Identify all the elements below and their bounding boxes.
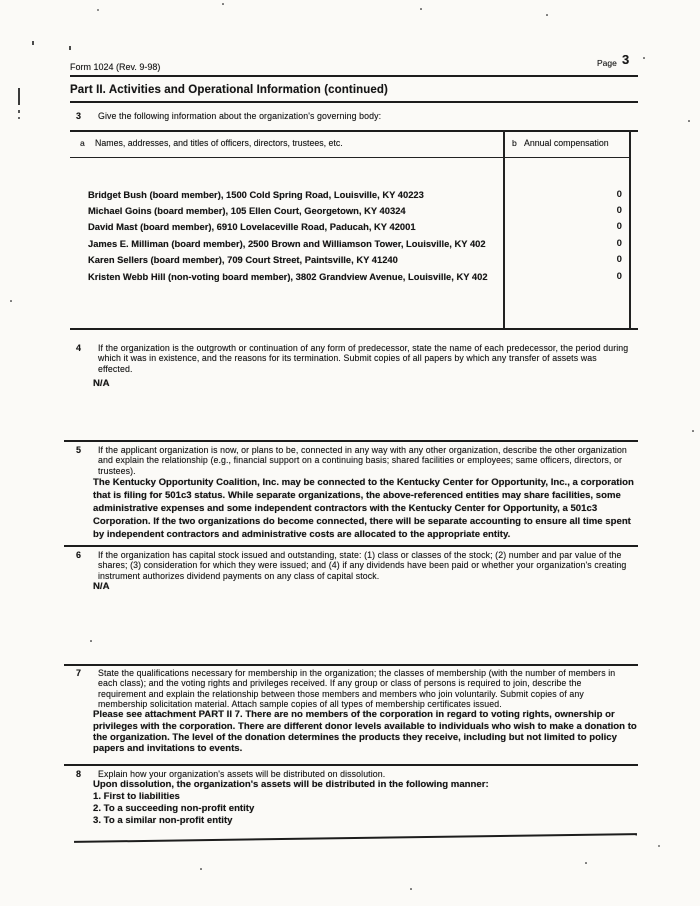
scan-speckle bbox=[222, 3, 224, 5]
officer-name-address: Kristen Webb Hill (non-voting board member), 3802 Grandview Avenue, Louisville, KY 402 bbox=[88, 270, 488, 282]
scan-speckle bbox=[10, 300, 12, 302]
question-7-answer: Please see attachment PART II 7. There are no members of the corporation in regard to voting rights, ownership or privileges with the corporation. There are different donor levels available to individuals who wish to make a donation to the organization. The level of the donation determines the products they receive, including but not limited to policy papers and invitations to events. bbox=[93, 709, 637, 755]
annual-compensation: 0 bbox=[616, 205, 622, 217]
question-5-text: If the applicant organization is now, or plans to be, connected in any way with any other organization, describe the other organization and explain the relationship (e.g., financial support on a continuing basis; shared facilities or employees; same officers, directors, or trustees). bbox=[98, 445, 627, 476]
table-row bbox=[70, 202, 630, 218]
table-header-rule bbox=[70, 157, 630, 158]
question-4-number: 4 bbox=[76, 343, 82, 353]
scan-speckle bbox=[32, 41, 34, 45]
question-3 bbox=[70, 111, 638, 121]
question-7 bbox=[70, 668, 638, 755]
officer-name-address: Karen Sellers (board member), 709 Court Street, Paintsville, KY 41240 bbox=[88, 254, 398, 266]
scan-speckle bbox=[643, 57, 645, 59]
officer-name-address: Bridget Bush (board member), 1500 Cold Spring Road, Louisville, KY 40223 bbox=[88, 188, 424, 200]
section-divider bbox=[64, 545, 638, 547]
question-4-answer: N/A bbox=[93, 377, 110, 389]
question-4 bbox=[70, 343, 638, 391]
annual-compensation: 0 bbox=[616, 254, 622, 266]
header-rule bbox=[70, 75, 638, 77]
scan-speckle bbox=[90, 640, 92, 642]
column-b-header: Annual compensation bbox=[524, 138, 609, 148]
annual-compensation: 0 bbox=[616, 237, 622, 249]
question-4-text: If the organization is the outgrowth or continuation of any form of predecessor, state the name of each predecessor, the period during which it was in existence, and the reasons for its termination. Submit copies of all papers by which any transfer of assets was effected. bbox=[98, 343, 629, 374]
question-8-number: 8 bbox=[76, 769, 82, 779]
table-row bbox=[70, 186, 630, 202]
scan-edge-artifact bbox=[18, 117, 20, 119]
scan-edge-artifact bbox=[18, 88, 20, 105]
question-7-number: 7 bbox=[76, 668, 82, 678]
scan-speckle bbox=[546, 14, 548, 16]
question-6-answer: N/A bbox=[93, 580, 110, 592]
table-border-bottom bbox=[70, 328, 638, 330]
page-label: Page bbox=[597, 58, 617, 68]
column-a-header: Names, addresses, and titles of officers, directors, trustees, etc. bbox=[95, 138, 343, 148]
scan-speckle bbox=[585, 862, 587, 864]
question-7-text: State the qualifications necessary for membership in the organization; the classes of membership (with the number of members in each class); and the voting rights and privileges received. If any group or class of persons is required to join, describe the requirement and explain the relationship between those members and members who join voluntarily. Submit copies of any membership solicitation material. Attach sample copies of all types of membership certificates issued. bbox=[98, 668, 616, 709]
column-b-letter: b bbox=[512, 138, 517, 148]
question-8-text: Explain how your organization's assets will be distributed on dissolution. bbox=[98, 769, 386, 779]
scan-speckle bbox=[692, 430, 694, 432]
table-rows bbox=[70, 186, 630, 284]
question-8-answer-line: 3. To a similar non-profit entity bbox=[93, 815, 233, 827]
scan-speckle bbox=[658, 845, 660, 847]
table-row bbox=[70, 252, 630, 268]
scan-speckle bbox=[69, 46, 71, 50]
section-divider bbox=[64, 764, 638, 766]
part-title-rule bbox=[70, 101, 638, 103]
question-6-text: If the organization has capital stock issued and outstanding, state: (1) class or classes of the stock; (2) number and par value of the shares; (3) consideration for which they were issued; and (4) if any dividends have been paid or whether your organization's creating instrument authorizes dividend payments on any class of capital stock. bbox=[98, 550, 627, 581]
table-border-top bbox=[70, 130, 638, 132]
section-divider bbox=[64, 440, 638, 442]
scan-edge-artifact bbox=[18, 110, 20, 113]
table-row bbox=[70, 219, 630, 235]
scan-speckle bbox=[410, 888, 412, 890]
table-row bbox=[70, 268, 630, 284]
question-5 bbox=[70, 445, 638, 541]
scan-speckle bbox=[200, 868, 202, 870]
annual-compensation: 0 bbox=[616, 188, 622, 200]
annual-compensation: 0 bbox=[616, 270, 622, 282]
question-6 bbox=[70, 550, 638, 594]
question-3-text: Give the following information about the organization's governing body: bbox=[98, 111, 382, 121]
question-8-answer-line: Upon dissolution, the organization's assets will be distributed in the following manner: bbox=[93, 779, 489, 791]
officer-name-address: David Mast (board member), 6910 Lovelaceville Road, Paducah, KY 42001 bbox=[88, 221, 416, 233]
part-title: Part II. Activities and Operational Information (continued) bbox=[70, 84, 388, 96]
question-8-answer-line: 1. First to liabilities bbox=[93, 791, 180, 803]
scan-speckle bbox=[688, 120, 690, 122]
form-id: Form 1024 (Rev. 9-98) bbox=[70, 62, 161, 72]
question-8-answer-line: 2. To a succeeding non-profit entity bbox=[93, 803, 255, 815]
page-bottom-rule bbox=[74, 833, 637, 843]
scan-speckle bbox=[97, 9, 99, 11]
scan-speckle bbox=[420, 8, 422, 10]
question-3-number: 3 bbox=[76, 111, 82, 121]
annual-compensation: 0 bbox=[616, 221, 622, 233]
table-row bbox=[70, 235, 630, 251]
page-number: 3 bbox=[622, 52, 630, 67]
column-a-letter: a bbox=[80, 138, 85, 148]
governing-body-table bbox=[70, 130, 631, 330]
question-8 bbox=[70, 769, 638, 827]
officer-name-address: James E. Milliman (board member), 2500 Brown and Williamson Tower, Louisville, KY 402 bbox=[88, 237, 486, 249]
question-6-number: 6 bbox=[76, 550, 82, 560]
section-divider bbox=[64, 664, 638, 666]
officer-name-address: Michael Goins (board member), 105 Ellen Court, Georgetown, KY 40324 bbox=[88, 205, 406, 217]
question-5-answer: The Kentucky Opportunity Coalition, Inc. may be connected to the Kentucky Center for Opportunity, Inc., a corporation that is filing for 501c3 status. While separate organizations, the above-referenced entities may share facilities, some administrative expenses and some independent contractors with the Kentucky Center for Opportunity, a 501c3 Corporation. If the two organizations do become connected, there will be separate accounting to ensure all time spent by independent contractors and administrative costs are allocated to the appropriate entity. bbox=[93, 476, 634, 540]
question-5-number: 5 bbox=[76, 445, 82, 455]
